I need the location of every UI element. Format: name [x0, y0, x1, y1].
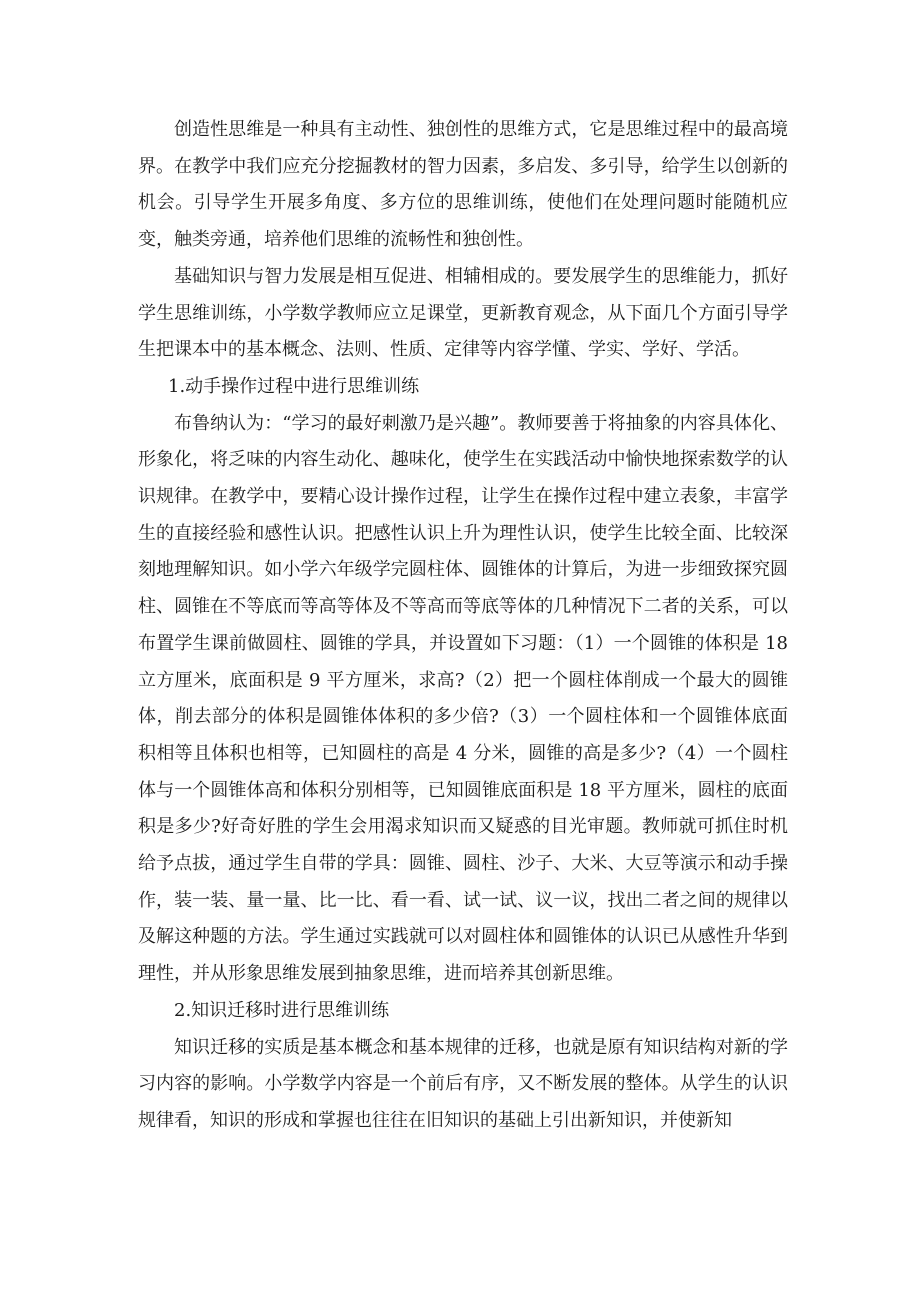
- section-heading-hands-on: 1.动手操作过程中进行思维训练: [168, 375, 420, 397]
- paragraph-creative-thinking: 创造性思维是一种具有主动性、独创性的思维方式，它是思维过程中的最高境界。在教学中我们应充分挖掘教材的智力因素，多启发、多引导，给学生以创新的机会。引导学生开展多角度、多方位的思维训练，使他们在处理问题时能随机应变，触类旁通，培养他们思维的流畅性和独创性。: [138, 119, 788, 251]
- document-page: [138, 112, 788, 1140]
- section-heading-knowledge-transfer: 2.知识迁移时进行思维训练: [174, 999, 390, 1021]
- paragraph-bruner: 布鲁纳认为：“学习的最好刺激乃是兴趣”。教师要善于将抽象的内容具体化、形象化，将乏味的内容生动化、趣味化，使学生在实践活动中愉快地探索数学的认识规律。在教学中，要精心设计操作过程，让学生在操作过程中建立表象，丰富学生的直接经验和感性认识。把感性认识上升为理性认识，使学生比较全面、比较深刻地理解知识。如小学六年级学完圆柱体、圆锥体的计算后，为进一步细致探究圆柱、圆锥在不等底而等高等体及不等高而等底等体的几种情况下二者的关系，可以布置学生课前做圆柱、圆锥的学具，并设置如下习题：（1）一个圆锥的体积是 18 立方厘米，底面积是 9 平方厘米，求高?（2）把一个圆柱体削成一个最大的圆锥体，削去部分的体积是圆锥体体积的多少倍?（3）一个圆柱体和一个圆锥体底面积相等且体积也相等，已知圆柱的高是 4 分米，圆锥的高是多少?（4）一个圆柱体与一个圆锥体高和体积分别相等，已知圆锥底面积是 18 平方厘米，圆柱的底面积是多少?好奇好胜的学生会用渴求知识而又疑惑的目光审题。教师就可抓住时机给予点拔，通过学生自带的学具：圆锥、圆柱、沙子、大米、大豆等演示和动手操作，装一装、量一量、比一比、看一看、试一试、议一议，找出二者之间的规律以及解这种题的方法。学生通过实践就可以对圆柱体和圆锥体的认识已从感性升华到理性，并从形象思维发展到抽象思维，进而培养其创新思维。: [138, 412, 788, 985]
- paragraph-basic-knowledge: 基础知识与智力发展是相互促进、相辅相成的。要发展学生的思维能力，抓好学生思维训练，小学数学教师应立足课堂，更新教育观念，从下面几个方面引导学生把课本中的基本概念、法则、性质、定律等内容学懂、学实、学好、学活。: [138, 265, 788, 361]
- paragraph-knowledge-transfer: 知识迁移的实质是基本概念和基本规律的迁移，也就是原有知识结构对新的学习内容的影响。小学数学内容是一个前后有序，又不断发展的整体。从学生的认识规律看，知识的形成和掌握也往往在旧知识的基础上引出新知识，并使新知: [138, 1036, 788, 1131]
